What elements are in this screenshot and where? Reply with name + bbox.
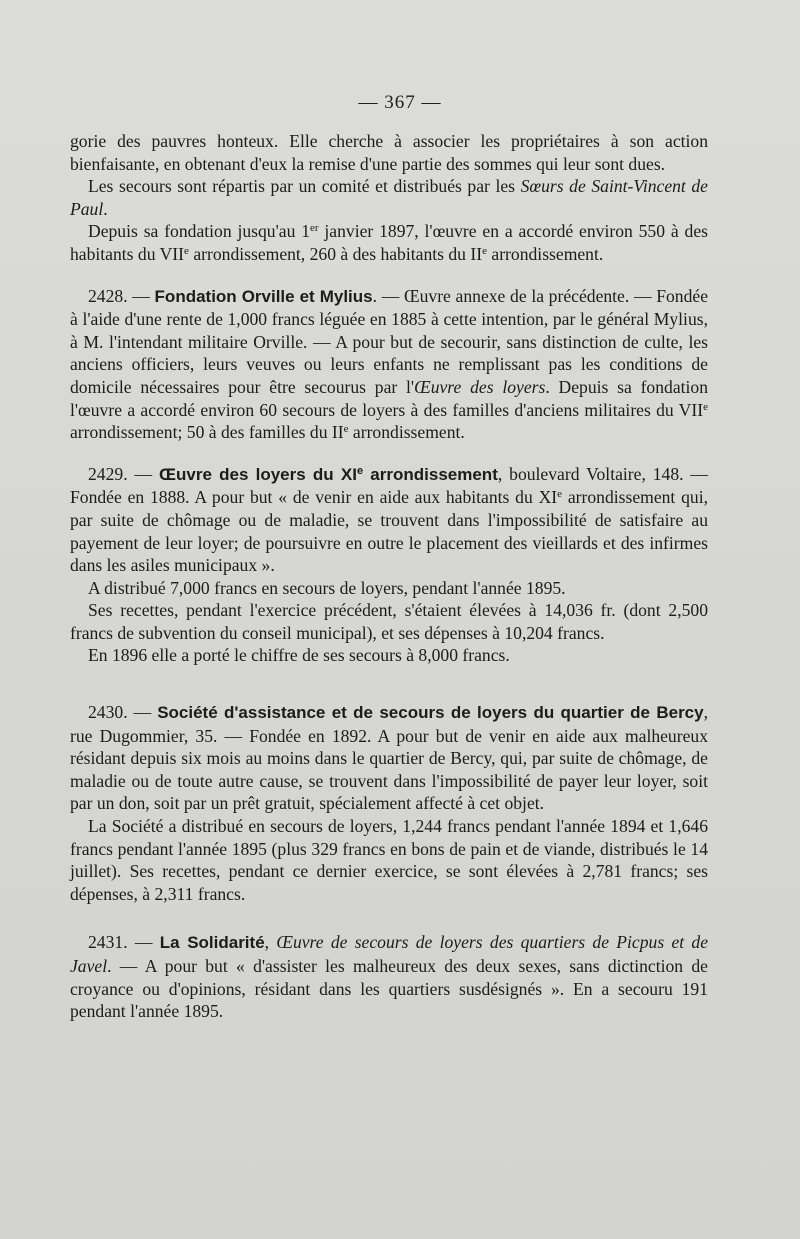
paragraph xyxy=(70,175,708,220)
superscript: er xyxy=(310,222,319,235)
page-number: — 367 — xyxy=(358,92,442,113)
paragraph: En 1896 elle a porté le chiffre de ses secours à 8,000 francs. xyxy=(88,645,510,666)
entry-2430 xyxy=(70,701,708,815)
entry-title: Fondation Orville et Mylius xyxy=(154,286,373,306)
text-run: gorie des pauvres honteux. Elle cherche à associer les propriétaires à son action bienfaisante, en obtenant d'eux la remise d'une partie des sommes qui leur sont dues. xyxy=(70,131,708,174)
text-run: . — A pour but « d'assister les malheureux des deux sexes, sans dictinction de croyance ou d'opinions, résidant dans les quartiers susdésignés ». En a secouru 191 pendant l'année 1895. xyxy=(70,956,708,1022)
entry-title-part: arrondissement xyxy=(363,464,498,484)
entry-title xyxy=(159,465,498,484)
text-run: arrondissement. xyxy=(486,243,604,264)
paragraph xyxy=(70,130,708,175)
entry-title-part: Œuvre des loyers du XI xyxy=(158,464,357,484)
paragraph: A distribué 7,000 francs en secours de loyers, pendant l'année 1895. xyxy=(88,577,566,598)
text-run: — xyxy=(127,463,159,484)
text-run: . xyxy=(103,198,108,219)
text-run: arrondissement; 50 à des familles du II xyxy=(70,422,344,443)
entry-number: 2429. xyxy=(88,463,128,484)
text-run: — xyxy=(127,285,155,306)
superscript: e xyxy=(557,488,563,501)
text-run: , rue Dugommier, 35. — Fondée en 1892. A pour but de venir en aide aux malheureux résidant depuis six mois au moins dans le quartier de Bercy, qui, par suite de chômage, de maladie ou de toute autre cause, se trouvent dans l'impossibilité de payer leur loyer, soit par un don, soit par un prêt gratuit, spécialement affecté à cet objet. xyxy=(70,702,708,814)
text-run: , boulevard Voltaire, 148. — Fondée en 1888. A pour but « de venir en aide aux habitants du XI xyxy=(70,463,709,508)
entry-title: La Solidarité xyxy=(159,933,265,953)
superscript: e xyxy=(703,400,708,413)
paragraph xyxy=(70,220,708,265)
text-run: arrondissement qui, par suite de chômage ou de maladie, se trouvent dans l'impossibilité de satisfaire au payement de leur loyer; de poursuivre en outre le placement des vieillards et des infirmes dans les asiles municipaux ». xyxy=(70,487,708,576)
text-run: Depuis sa fondation jusqu'au 1 xyxy=(88,221,311,242)
body-text xyxy=(70,130,708,1023)
italic-text: Œuvre de secours de loyers des quartiers de Picpus et de Javel xyxy=(70,932,709,976)
text-run: — xyxy=(127,702,158,723)
text-run: arrondissement, 260 à des habitants du II xyxy=(188,243,483,264)
paragraph: Ses recettes, pendant l'exercice précédent, s'étaient élevées à 14,036 fr. (dont 2,500 francs de subvention du conseil municipal), et ses dépenses à 10,204 francs. xyxy=(70,600,708,643)
entry-2428 xyxy=(70,285,708,444)
entry-2431 xyxy=(70,931,708,1022)
paragraph: La Société a distribué en secours de loyers, 1,244 francs pendant l'année 1894 et 1,646 francs pendant l'année 1895 (plus 329 francs en bons de pain et de viande, distribués le 14 juillet). Ses recettes, pendant ce dernier exercice, se sont élevées à 2,781 francs; ses dépenses, à 2,311 francs. xyxy=(70,816,708,904)
entry-number: 2430. xyxy=(88,702,128,723)
text-run: janvier 1897, l'œuvre en a accordé environ 550 à des habitants du VII xyxy=(70,221,708,264)
entry-number: 2428. xyxy=(88,285,128,306)
text-run: Les secours sont répartis par un comité et distribués par les xyxy=(88,176,521,197)
superscript: e xyxy=(482,244,487,257)
entry-title: Société d'assistance et de secours de loyers du quartier de Bercy xyxy=(157,703,704,723)
text-run: , xyxy=(264,932,277,953)
italic-text: Sœurs de Saint-Vincent de Paul xyxy=(70,176,708,219)
superscript: e xyxy=(343,423,349,436)
superscript: e xyxy=(356,464,364,477)
text-run: — xyxy=(127,932,160,953)
text-run: arrondissement. xyxy=(348,422,465,443)
superscript: e xyxy=(184,244,189,257)
entry-number: 2431. xyxy=(88,932,128,953)
text-run: . — Œuvre annexe de la précédente. — Fondée à l'aide d'une rente de 1,000 francs léguée en 1885 à cette intention, par le général Mylius, à M. l'intendant militaire Orville. — A pour but de secourir, sans distinction de culte, les anciens officiers, leurs veuves ou leurs enfants ne remplissant pas les conditions de domicile nécessaires pour être secourus par l' xyxy=(70,285,708,397)
text-run: . Depuis sa fondation l'œuvre a accordé environ 60 secours de loyers à des familles d'anciens militaires du VII xyxy=(70,376,708,420)
entry-2429 xyxy=(70,463,708,577)
italic-text: Œuvre des loyers xyxy=(414,376,546,397)
